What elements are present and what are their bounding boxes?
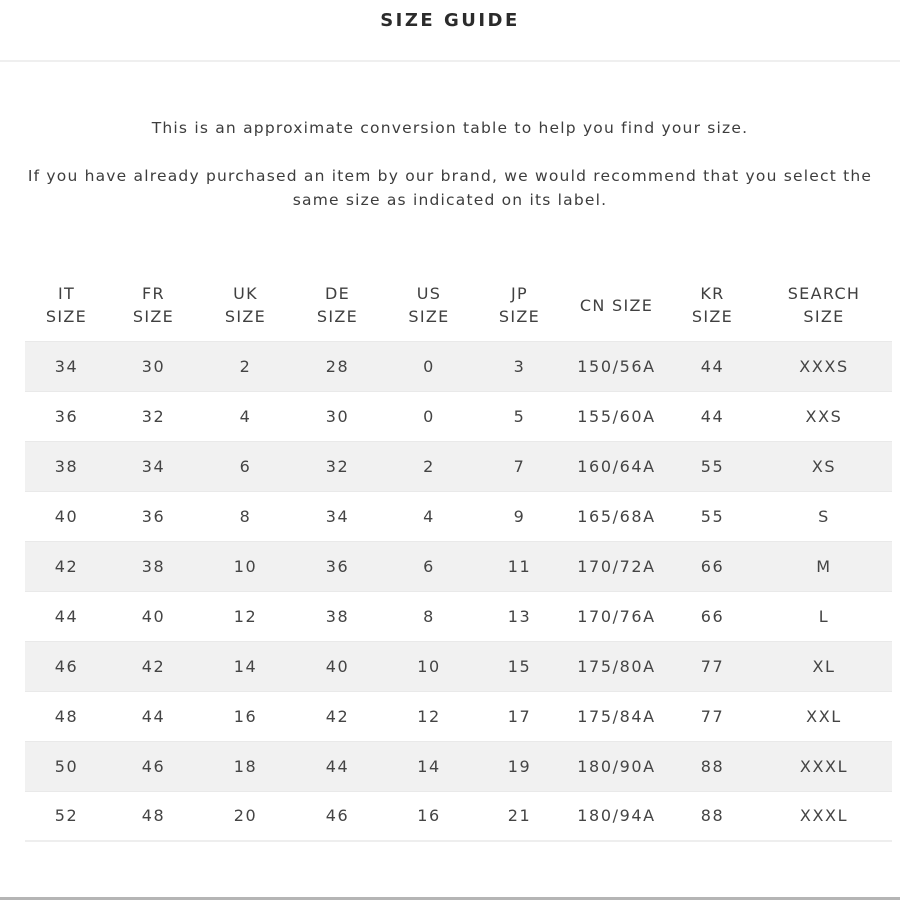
table-row <box>25 541 892 591</box>
table-cell: 16 <box>417 806 441 826</box>
table-cell: 52 <box>54 806 79 826</box>
column-header <box>383 270 475 341</box>
table-cell: 160/64A <box>577 456 656 476</box>
column-header-line-2: SIZE <box>224 307 267 327</box>
column-header <box>292 270 383 341</box>
column-header-line-1: DE <box>324 284 351 304</box>
size-guide-header <box>0 0 900 62</box>
table-cell: 38 <box>141 556 166 576</box>
table-cell: 40 <box>325 656 350 676</box>
column-header-line-2: SIZE <box>45 307 88 327</box>
column-header-line-1: CN SIZE <box>579 295 654 315</box>
table-cell: 2 <box>423 456 435 476</box>
table-cell: 5 <box>513 406 526 426</box>
column-header <box>756 270 892 341</box>
table-cell: XXS <box>805 406 843 426</box>
column-header-line-2: SIZE <box>691 307 734 327</box>
table-cell: 170/72A <box>577 556 656 576</box>
table-cell: 46 <box>141 756 166 776</box>
column-header <box>669 270 756 341</box>
table-cell: 34 <box>325 506 350 526</box>
table-cell: 42 <box>141 656 166 676</box>
table-cell: 30 <box>325 406 350 426</box>
table-cell: L <box>818 606 830 626</box>
column-header-line-2: SIZE <box>132 307 175 327</box>
table-cell: 3 <box>513 356 526 376</box>
table-cell: 4 <box>239 406 252 426</box>
table-cell: 15 <box>507 656 532 676</box>
page-title: SIZE GUIDE <box>380 9 520 31</box>
table-cell: 14 <box>233 656 258 676</box>
table-cell: 88 <box>700 756 725 776</box>
table-cell: 32 <box>141 406 166 426</box>
table-header-row <box>25 270 892 341</box>
table-cell: 55 <box>700 506 725 526</box>
table-cell: 44 <box>325 756 350 776</box>
table-row <box>25 641 892 691</box>
column-header-line-1: JP <box>511 284 528 304</box>
column-header-line-1: UK <box>233 284 258 304</box>
table-cell: 42 <box>54 556 79 576</box>
table-row <box>25 441 892 491</box>
table-cell: 19 <box>507 756 532 776</box>
table-row <box>25 391 892 441</box>
column-header-line-1: FR <box>142 284 165 304</box>
column-header <box>25 270 108 341</box>
table-row <box>25 791 892 841</box>
column-header <box>108 270 199 341</box>
table-cell: 36 <box>141 506 166 526</box>
table-cell: XXXL <box>799 806 849 826</box>
column-header-line-2: SIZE <box>316 307 359 327</box>
column-header-line-1: IT <box>57 284 76 304</box>
table-cell: 55 <box>700 456 725 476</box>
table-cell: 180/90A <box>577 756 656 776</box>
table-cell: 0 <box>423 356 435 376</box>
table-cell: 10 <box>417 656 441 676</box>
column-header <box>475 270 564 341</box>
table-cell: S <box>818 506 830 526</box>
table-cell: 48 <box>54 706 79 726</box>
table-cell: 46 <box>325 806 350 826</box>
column-header <box>564 270 669 341</box>
column-header-line-2: SIZE <box>803 307 845 327</box>
table-cell: 42 <box>325 706 350 726</box>
column-header-line-1: KR <box>700 284 725 304</box>
table-cell: 50 <box>54 756 79 776</box>
table-cell: 32 <box>325 456 350 476</box>
table-cell: 28 <box>325 356 350 376</box>
table-cell: 12 <box>417 706 441 726</box>
table-cell: 34 <box>54 356 79 376</box>
table-cell: 18 <box>233 756 258 776</box>
table-cell: M <box>816 556 832 576</box>
table-cell: 36 <box>325 556 350 576</box>
column-header-line-2: SIZE <box>408 307 450 327</box>
table-cell: 16 <box>233 706 258 726</box>
table-cell: 30 <box>141 356 166 376</box>
table-cell: 21 <box>507 806 532 826</box>
table-cell: 8 <box>239 506 252 526</box>
table-cell: 48 <box>141 806 166 826</box>
table-cell: 40 <box>54 506 79 526</box>
table-cell: 0 <box>423 406 435 426</box>
intro-line-2: If you have already purchased an item by our brand, we would recommend that you select the same size as indicated on its label. <box>27 167 873 209</box>
table-cell: XXL <box>806 706 842 726</box>
table-cell: 20 <box>233 806 258 826</box>
table-cell: 44 <box>141 706 166 726</box>
table-cell: XXXL <box>799 756 849 776</box>
table-row <box>25 591 892 641</box>
table-cell: 170/76A <box>577 606 656 626</box>
table-cell: 77 <box>700 706 725 726</box>
table-row <box>25 491 892 541</box>
table-cell: 44 <box>54 606 79 626</box>
table-cell: 46 <box>54 656 79 676</box>
table-cell: 44 <box>700 406 725 426</box>
table-row <box>25 691 892 741</box>
column-header-line-1: SEARCH <box>787 284 861 304</box>
table-cell: 9 <box>513 506 526 526</box>
size-conversion-table <box>25 270 892 842</box>
column-header <box>199 270 292 341</box>
table-cell: XL <box>812 656 836 676</box>
table-cell: 17 <box>507 706 532 726</box>
table-cell: 6 <box>423 556 435 576</box>
table-cell: 14 <box>417 756 441 776</box>
table-cell: 36 <box>54 406 79 426</box>
table-cell: 180/94A <box>577 806 656 826</box>
table-cell: 8 <box>423 606 435 626</box>
table-cell: 38 <box>325 606 350 626</box>
table-cell: 2 <box>239 356 252 376</box>
table-cell: XXXS <box>799 356 849 376</box>
table-cell: 38 <box>54 456 79 476</box>
table-cell: 11 <box>507 556 532 576</box>
table-cell: XS <box>811 456 837 476</box>
intro-line-1: This is an approximate conversion table to help you find your size. <box>151 119 749 137</box>
table-cell: 34 <box>141 456 166 476</box>
table-cell: 66 <box>700 556 725 576</box>
table-cell: 66 <box>700 606 725 626</box>
table-cell: 7 <box>513 456 526 476</box>
table-cell: 165/68A <box>577 506 656 526</box>
table-row <box>25 741 892 791</box>
table-body <box>25 341 892 841</box>
table-cell: 175/84A <box>577 706 656 726</box>
table-cell: 155/60A <box>577 406 656 426</box>
table-cell: 12 <box>233 606 258 626</box>
table-cell: 6 <box>239 456 252 476</box>
table-row <box>25 341 892 391</box>
table-cell: 175/80A <box>577 656 656 676</box>
table-cell: 44 <box>700 356 725 376</box>
table-cell: 10 <box>233 556 258 576</box>
table-cell: 40 <box>141 606 166 626</box>
table-cell: 4 <box>423 506 435 526</box>
table-cell: 150/56A <box>577 356 656 376</box>
intro-text <box>0 116 900 212</box>
column-header-line-1: US <box>416 284 442 304</box>
table-cell: 13 <box>507 606 532 626</box>
column-header-line-2: SIZE <box>498 307 541 327</box>
table-cell: 77 <box>700 656 725 676</box>
table-cell: 88 <box>700 806 725 826</box>
